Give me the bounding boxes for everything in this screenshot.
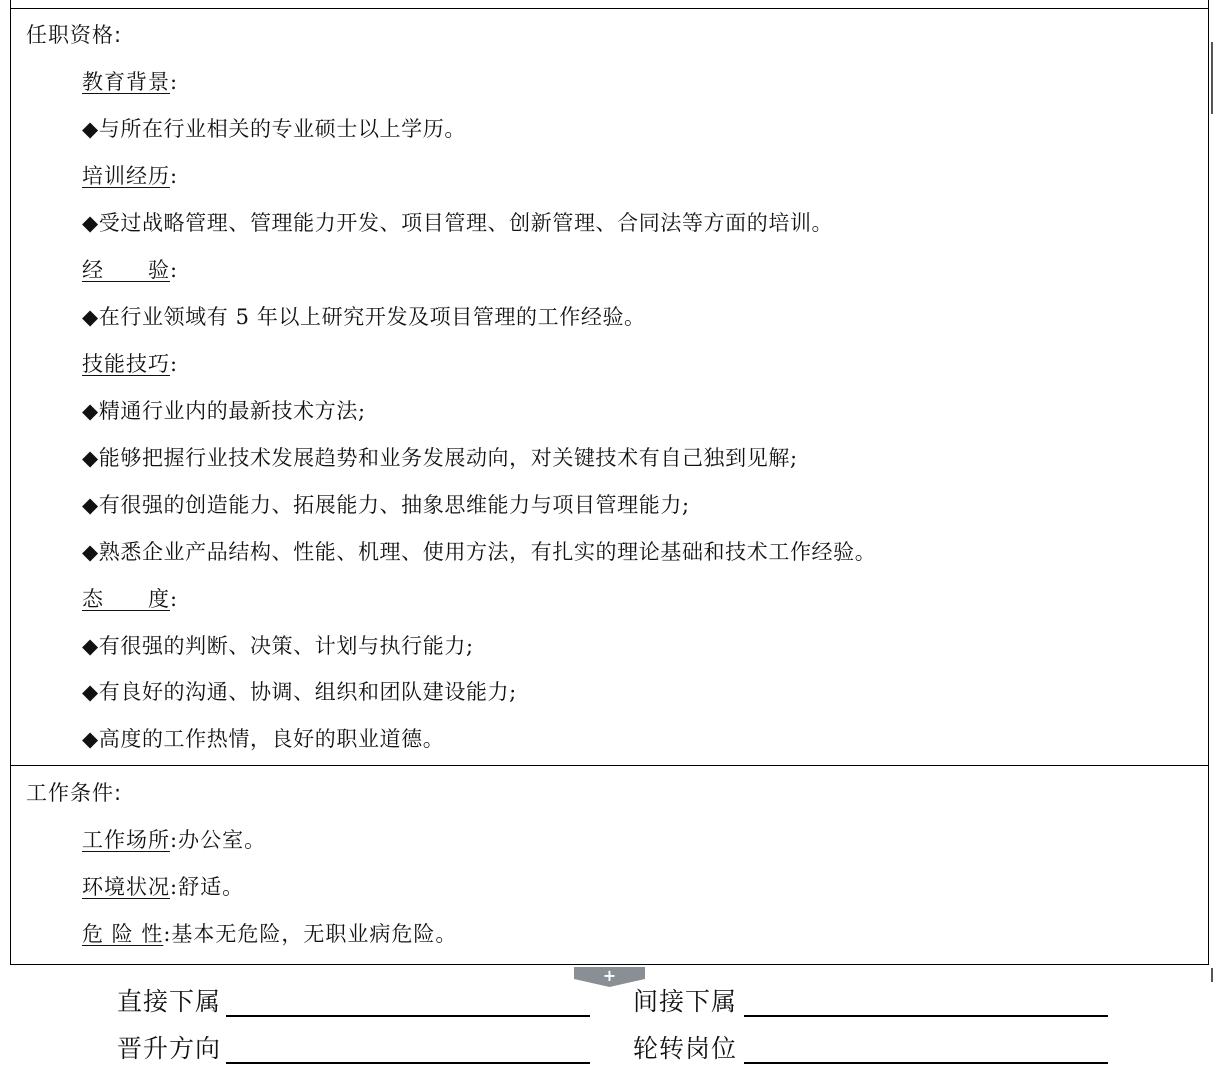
skills-item: ◆熟悉企业产品结构、性能、机理、使用方法，有扎实的理论基础和技术工作经验。 [82, 540, 877, 564]
risk-label: 危 险 性 [82, 922, 164, 946]
attitude-item: ◆有良好的沟通、协调、组织和团队建设能力; [82, 680, 517, 704]
table-row-divider [10, 765, 1209, 766]
indirect-subordinate-label: 间接下属 [633, 987, 738, 1016]
table-row-divider [10, 8, 1209, 9]
training-label: 培训经历: [82, 164, 179, 188]
workplace-value: :办公室。 [170, 828, 267, 852]
skills-item: ◆能够把握行业技术发展趋势和业务发展动向，对关键技术有自己独到见解; [82, 446, 798, 470]
document-table [10, 0, 1209, 965]
environment-label: 环境状况 [82, 875, 170, 899]
skills-item: ◆精通行业内的最新技术方法; [82, 399, 366, 423]
training-item: ◆受过战略管理、管理能力开发、项目管理、创新管理、合同法等方面的培训。 [82, 211, 834, 235]
indirect-subordinate-field[interactable] [744, 1015, 1108, 1017]
workplace-label: 工作场所 [82, 828, 170, 852]
scrollbar-thumb[interactable] [1211, 42, 1213, 114]
experience-label: 经 验: [82, 258, 179, 282]
plus-icon: + [602, 966, 617, 985]
direct-subordinate-label: 直接下属 [117, 987, 222, 1016]
qualifications-title: 任职资格: [26, 23, 123, 47]
experience-item: ◆在行业领域有 5 年以上研究开发及项目管理的工作经验。 [82, 305, 646, 329]
rotation-position-label: 轮转岗位 [633, 1034, 738, 1063]
add-table-row-button[interactable] [574, 967, 645, 987]
scrollbar-marker [1211, 968, 1213, 982]
attitude-label: 态 度: [82, 587, 179, 611]
risk-row [82, 921, 457, 947]
attitude-item: ◆有很强的判断、决策、计划与执行能力; [82, 634, 474, 658]
direct-subordinate-field[interactable] [226, 1015, 590, 1017]
skills-label: 技能技巧: [82, 352, 179, 376]
rotation-position-field[interactable] [744, 1062, 1108, 1064]
promotion-direction-field[interactable] [226, 1062, 590, 1064]
conditions-title: 工作条件: [26, 781, 123, 805]
promotion-direction-label: 晋升方向 [117, 1034, 222, 1063]
environment-value: :舒适。 [170, 875, 245, 899]
risk-value: :基本无危险，无职业病危险。 [163, 922, 458, 946]
skills-item: ◆有很强的创造能力、拓展能力、抽象思维能力与项目管理能力; [82, 493, 690, 517]
environment-row [82, 874, 244, 900]
education-item: ◆与所在行业相关的专业硕士以上学历。 [82, 117, 466, 141]
education-label: 教育背景: [82, 70, 179, 94]
attitude-item: ◆高度的工作热情，良好的职业道德。 [82, 727, 445, 751]
workplace-row [82, 827, 266, 853]
